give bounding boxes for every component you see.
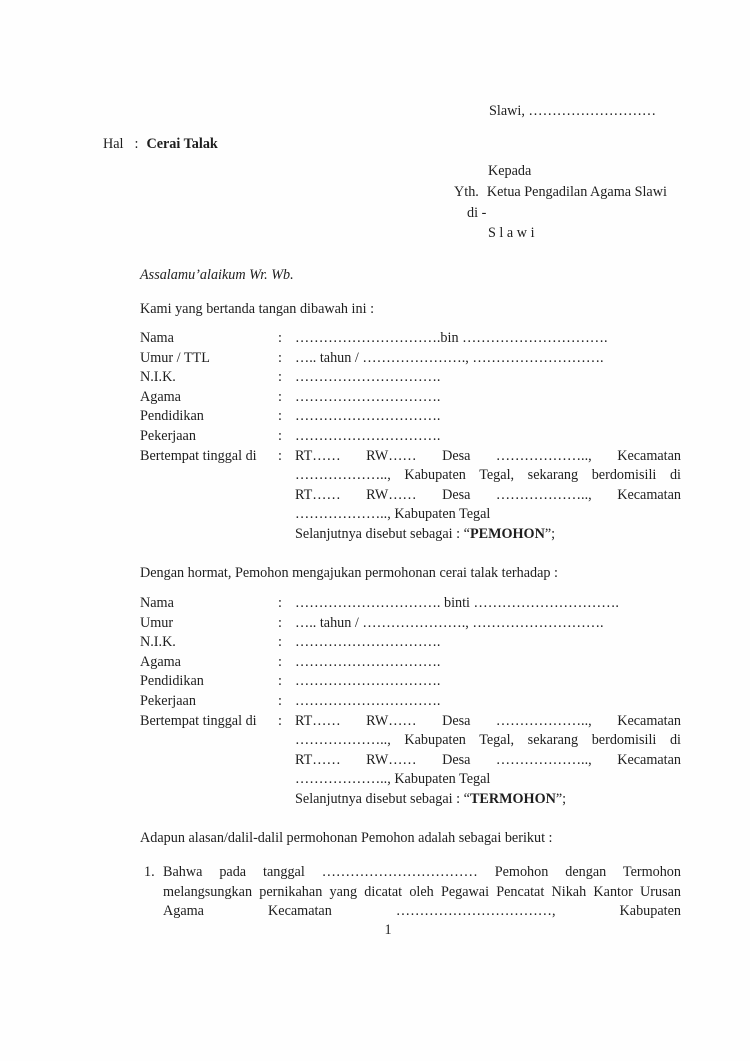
request-intro-line: Dengan hormat, Pemohon mengajukan permohonan cerai talak terhadap : — [140, 565, 558, 581]
field-label: Pendidikan — [140, 673, 204, 690]
colon: : — [278, 408, 282, 425]
field-row-pendidikan — [140, 672, 681, 692]
recipient-block — [454, 161, 667, 244]
colon: : — [278, 673, 282, 690]
field-label: Pekerjaan — [140, 427, 196, 444]
field-label: Pekerjaan — [140, 692, 196, 709]
colon: : — [278, 369, 282, 386]
reason-body — [163, 863, 681, 922]
field-row-alamat — [140, 447, 681, 525]
address-value — [295, 447, 681, 525]
field-row-pendidikan — [140, 407, 681, 427]
colon: : — [278, 447, 282, 464]
field-value-blank: ….. tahun / …………………., ………………………. — [295, 614, 604, 631]
date-city: Slawi, — [489, 103, 525, 119]
reason-line: Bahwa pada tanggal …………………………… Pemohon dengan Termohon — [163, 864, 681, 880]
field-value-blank: …………………………. — [295, 427, 441, 444]
field-row-nik — [140, 633, 681, 653]
field-value-blank: …………………………. — [295, 388, 441, 405]
field-value-blank: …………………………. — [295, 634, 441, 651]
subject-title: Cerai Talak — [146, 136, 218, 152]
designation-suffix: ”; — [555, 790, 567, 807]
field-row-alamat — [140, 712, 681, 790]
subject-colon: : — [134, 136, 139, 152]
field-label: Nama — [140, 595, 174, 611]
designation-prefix: Selanjutnya disebut sebagai : “ — [295, 790, 470, 807]
field-row-pekerjaan — [140, 427, 681, 447]
field-row-nama — [140, 329, 681, 349]
reason-line: Agama Kecamatan ……………………………, Kabupaten — [163, 903, 681, 920]
colon: : — [278, 634, 282, 651]
colon: : — [278, 388, 282, 405]
recipient-city: S l a w i — [488, 225, 535, 242]
respondent-designation — [295, 790, 681, 810]
field-value-blank: …………………………. binti …………………………. — [295, 595, 619, 611]
recipient-di: di - — [467, 204, 487, 221]
address-line: ……………….., Kabupaten Tegal — [295, 506, 491, 523]
field-label: Nama — [140, 330, 174, 346]
recipient-kepada: Kepada — [488, 163, 532, 179]
recipient-addressee: Ketua Pengadilan Agama Slawi — [486, 183, 667, 200]
reason-number: 1. — [144, 864, 155, 880]
page-number: 1 — [384, 922, 392, 938]
designation-name: PEMOHON — [469, 525, 545, 542]
colon: : — [278, 653, 282, 670]
field-label: Pendidikan — [140, 408, 204, 425]
designation-prefix: Selanjutnya disebut sebagai : “ — [295, 525, 470, 542]
address-value — [295, 712, 681, 790]
field-row-pekerjaan — [140, 692, 681, 712]
designation-suffix: ”; — [544, 525, 556, 542]
field-row-nama — [140, 594, 681, 614]
field-row-umur — [140, 614, 681, 634]
intro-line: Kami yang bertanda tangan dibawah ini : — [140, 301, 375, 317]
address-line: RT…… RW…… Desa ……………….., Kecamatan — [295, 712, 681, 729]
designation-name: TERMOHON — [469, 790, 556, 807]
address-line: RT…… RW…… Desa ……………….., Kecamatan — [295, 751, 681, 768]
field-value-blank: …………………………. — [295, 673, 441, 690]
field-label: N.I.K. — [140, 634, 176, 651]
field-row-nik — [140, 368, 681, 388]
colon: : — [278, 712, 282, 729]
designation-row — [140, 525, 681, 545]
salutation: Assalamu’alaikum Wr. Wb. — [140, 267, 294, 283]
field-label: Umur — [140, 614, 174, 631]
reason-item-1 — [144, 863, 681, 922]
date-line — [489, 102, 656, 122]
petitioner-designation — [295, 525, 681, 545]
field-row-agama — [140, 653, 681, 673]
field-value-blank: ….. tahun / …………………., ………………………. — [295, 349, 604, 366]
address-line: RT…… RW…… Desa ……………….., Kecamatan — [295, 447, 681, 464]
field-value-blank: …………………………. — [295, 408, 441, 425]
colon: : — [278, 349, 282, 366]
respondent-fields — [140, 594, 681, 810]
petitioner-fields — [140, 329, 681, 545]
colon: : — [278, 427, 282, 444]
reasons-intro-line: Adapun alasan/dalil-dalil permohonan Pemohon adalah sebagai berikut : — [140, 830, 553, 846]
recipient-yth-line — [454, 182, 667, 203]
field-value-blank: ………………………….bin …………………………. — [295, 330, 608, 346]
address-line: ……………….., Kabupaten Tegal, sekarang berdomisili di — [295, 467, 681, 484]
designation-row — [140, 790, 681, 810]
field-value-blank: …………………………. — [295, 692, 441, 709]
field-row-umur — [140, 349, 681, 369]
field-value-blank: …………………………. — [295, 653, 441, 670]
colon: : — [278, 692, 282, 709]
date-blank-dots: ……………………… — [528, 103, 657, 119]
reason-line: melangsungkan pernikahan yang dicatat oleh Pegawai Pencatat Nikah Kantor Urusan — [163, 883, 681, 900]
field-label: Bertempat tinggal di — [140, 712, 257, 729]
colon: : — [278, 595, 282, 611]
field-label: Bertempat tinggal di — [140, 447, 257, 464]
address-line: ……………….., Kabupaten Tegal, sekarang berdomisili di — [295, 732, 681, 749]
field-label: Umur / TTL — [140, 349, 210, 366]
field-row-agama — [140, 388, 681, 408]
field-label: Agama — [140, 388, 181, 405]
address-line: ……………….., Kabupaten Tegal — [295, 771, 491, 788]
subject-label: Hal — [103, 136, 124, 152]
address-line: RT…… RW…… Desa ……………….., Kecamatan — [295, 486, 681, 503]
field-label: N.I.K. — [140, 369, 176, 386]
colon: : — [278, 614, 282, 631]
field-label: Agama — [140, 653, 181, 670]
colon: : — [278, 330, 282, 346]
recipient-yth: Yth. — [454, 183, 479, 200]
field-value-blank: …………………………. — [295, 369, 441, 386]
subject-line — [103, 135, 218, 155]
